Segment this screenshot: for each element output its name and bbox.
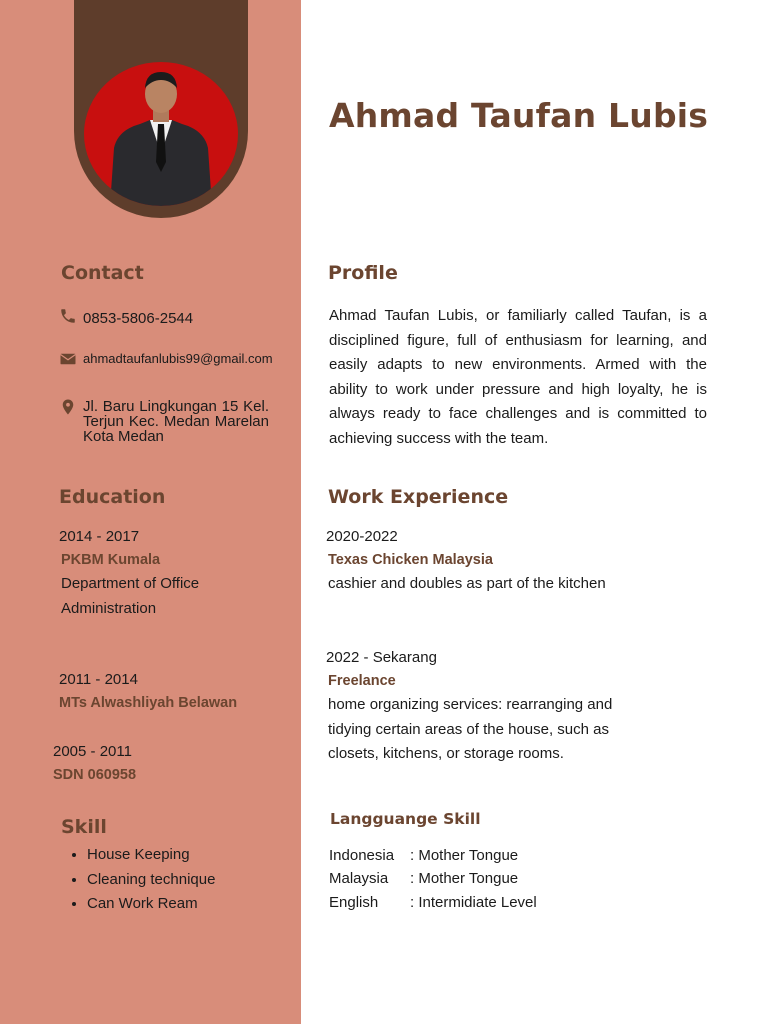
skill-list [59,843,215,917]
language-level: : Intermidiate Level [410,894,537,911]
email-address: ahmadtaufanlubis99@gmail.com [83,351,273,366]
address-text: Jl. Baru Lingkungan 15 Kel. Terjun Kec. Medan Marelan Kota Medan [83,398,269,445]
education-school: PKBM Kumala [61,552,161,568]
education-detail: Department of Office [61,575,200,592]
skill-heading: Skill [61,816,107,838]
work-description: cashier and doubles as part of the kitchen [328,575,606,592]
work-years: 2020-2022 [326,528,398,545]
profile-photo [84,62,238,206]
education-heading: Education [59,486,166,508]
location-pin-icon [59,397,77,417]
contact-phone [59,307,193,332]
contact-heading: Contact [61,262,144,284]
work-description: closets, kitchens, or storage rooms. [328,745,564,762]
language-heading: Langguange Skill [330,810,481,828]
language-level: : Mother Tongue [410,870,519,887]
education-years: 2014 - 2017 [59,528,140,545]
language-name: Malaysia [329,870,389,887]
language-row [329,894,537,911]
work-company: Freelance [328,673,396,689]
mail-icon [59,350,77,368]
contact-email [59,350,273,368]
person-silhouette-icon [84,62,238,206]
education-school: MTs Alwashliyah Belawan [59,695,238,711]
contact-address [59,397,269,444]
language-name: English [329,894,379,911]
work-description: tidying certain areas of the house, such as [328,721,610,738]
profile-heading: Profile [328,262,398,284]
work-description: home organizing services: rearranging and [328,696,613,713]
profile-text: Ahmad Taufan Lubis, or familiarly called Taufan, is a disciplined figure, full of enthusiasm for learning, and easily adapts to new environments. Armed with the ability to work under pressure and high loyalty, he is always ready to face challenges and is committed to achieving success with the team. [329,307,707,447]
skill-item: • House Keeping [87,843,215,868]
work-company: Texas Chicken Malaysia [328,552,493,568]
phone-icon [59,307,77,325]
education-detail: Administration [61,600,157,617]
work-years: 2022 - Sekarang [326,649,437,666]
education-years: 2005 - 2011 [53,743,132,760]
education-school: SDN 060958 [53,767,137,783]
skill-item: • Cleaning technique [87,868,215,893]
work-heading: Work Experience [328,486,509,508]
skill-item: • Can Work Ream [87,892,215,917]
language-name: Indonesia [329,847,395,864]
person-name: Ahmad Taufan Lubis [329,96,709,135]
phone-number: 0853-5806-2544 [83,310,194,327]
language-row [329,870,518,887]
language-level: : Mother Tongue [410,847,519,864]
education-years: 2011 - 2014 [59,671,138,688]
language-row [329,847,518,864]
